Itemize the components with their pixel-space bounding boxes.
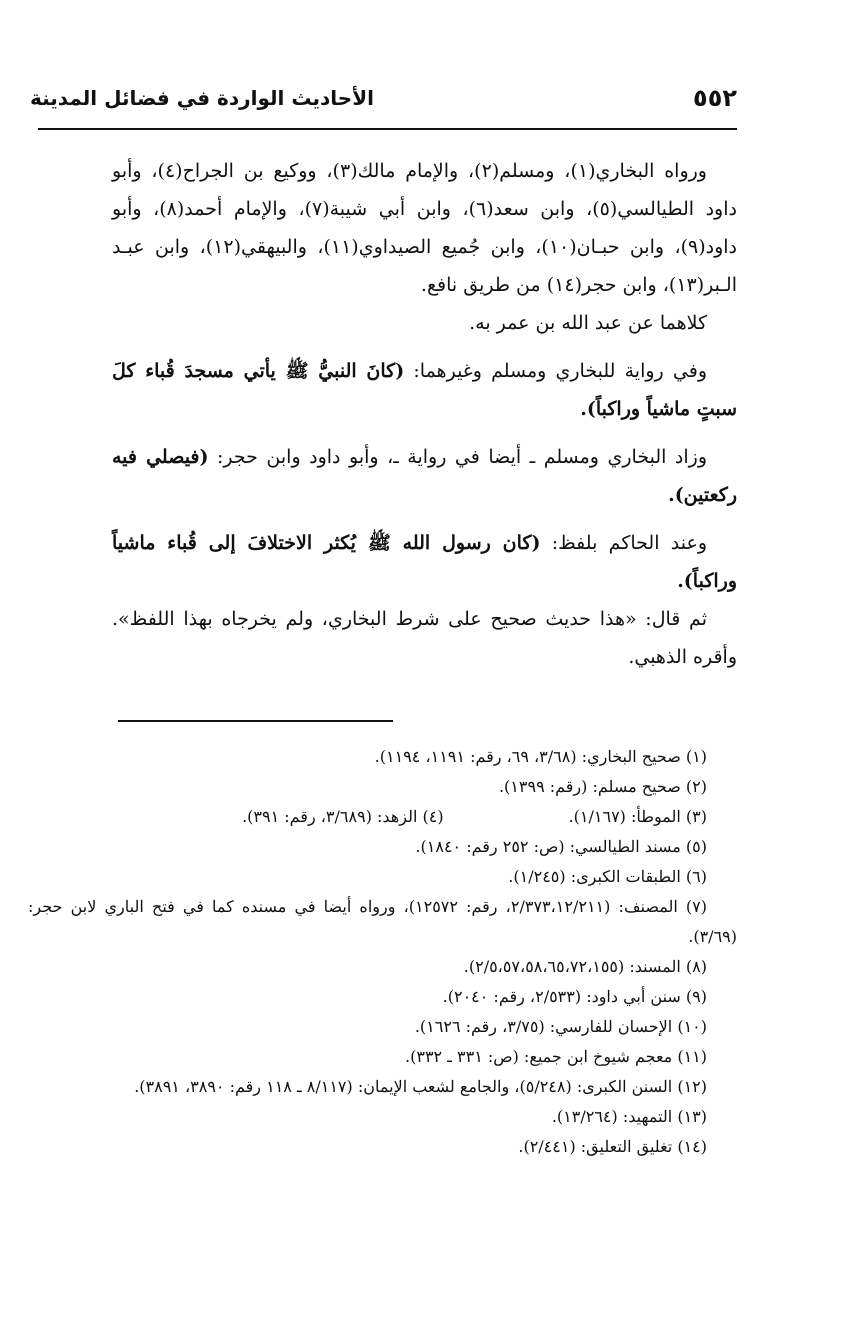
main-text (112, 152, 737, 676)
paragraph-sources: ورواه البخاري(١)، ومسلم(٢)، والإمام مالك(٣)، ووكيع بن الجراح(٤)، وأبو داود الطيالسي(٥)، وابن سعد(٦)، وابن أبي شيبة(٧)، والإمام أحمد(٨)، وأبو داود(٩)، وابن حبـان(١٠)، وابن جُميع الصيداوي(١١)، والبيهقي(١٢)، وابن عبـد الـبر(١٣)، وابن حجر(١٤) من طريق نافع. (112, 160, 737, 296)
addition-text: (فيصلي فيه ركعتين). (112, 446, 737, 506)
footnote-8: (٨) المسند: (٢/٥،٥٧،٥٨،٦٥،٧٢،١٥٥). (463, 957, 707, 976)
paragraph-addition (112, 438, 737, 514)
footnote-3: (٣) الموطأ: (١/١٦٧). (568, 807, 707, 826)
paragraph-grading: ثم قال: «هذا حديث صحيح على شرط البخاري، ولم يخرجاه بهذا اللفظ». وأقره الذهبي. (112, 608, 737, 668)
footnote-7: (٧) المصنف: (٢/٣٧٣،١٢/٢١١، رقم: ١٢٥٧٢)، ورواه أيضا في مسنده كما في فتح الباري لابن حجر: (٣/٦٩). (28, 897, 737, 946)
running-title: الأحاديث الواردة في فضائل المدينة (30, 86, 374, 110)
paragraph-hakim (112, 524, 737, 600)
footnote-9: (٩) سنن أبي داود: (٢/٥٣٣، رقم: ٢٠٤٠). (442, 987, 707, 1006)
footnote-11: (١١) معجم شيوخ ابن جميع: (ص: ٣٣١ ـ ٣٣٢). (405, 1047, 707, 1066)
footnotes (28, 742, 737, 1162)
hakim-text: (كان رسول الله ﷺ يُكثر الاختلافَ إلى قُباء ماشياً وراكباً). (112, 532, 737, 592)
page-header (30, 78, 737, 118)
footnote-row-3-4 (28, 802, 737, 832)
paragraph-bukhari-muslim (112, 352, 737, 428)
paragraph-chain: كلاهما عن عبد الله بن عمر به. (469, 312, 707, 334)
footnote-2: (٢) صحيح مسلم: (رقم: ١٣٩٩). (498, 777, 707, 796)
footnote-6: (٦) الطبقات الكبرى: (١/٢٤٥). (508, 867, 707, 886)
footnote-divider (118, 720, 393, 722)
footnote-1: (١) صحيح البخاري: (٣/٦٨، ٦٩، رقم: ١١٩١، ١١٩٤). (374, 747, 707, 766)
hakim-intro: وعند الحاكم بلفظ: (540, 532, 707, 554)
footnote-10: (١٠) الإحسان للفارسي: (٣/٧٥، رقم: ١٦٢٦). (414, 1017, 707, 1036)
addition-intro: وزاد البخاري ومسلم ـ أيضا في رواية ـ، وأبو داود وابن حجر: (208, 446, 707, 468)
footnote-12: (١٢) السنن الكبرى: (٥/٢٤٨)، والجامع لشعب الإيمان: (٨/١١٧ ـ ١١٨ رقم: ٣٨٩٠، ٣٨٩١). (134, 1077, 707, 1096)
narration-intro: وفي رواية للبخاري ومسلم وغيرهما: (404, 360, 707, 382)
footnote-4: (٤) الزهد: (٣/٦٨٩، رقم: ٣٩١). (242, 807, 444, 826)
footnote-5: (٥) مسند الطيالسي: (ص: ٢٥٢ رقم: ١٨٤٠). (415, 837, 707, 856)
header-divider (38, 128, 737, 130)
footnote-14: (١٤) تغليق التعليق: (٢/٤٤١). (518, 1137, 707, 1156)
hadith-text: (كانَ النبيُّ ﷺ يأتي مسجدَ قُباء كلَ سبتٍ ماشياً وراكباً). (112, 360, 737, 420)
footnote-13: (١٣) التمهيد: (١٣/٢٦٤). (551, 1107, 707, 1126)
page-number: ٥٥٢ (693, 84, 737, 112)
